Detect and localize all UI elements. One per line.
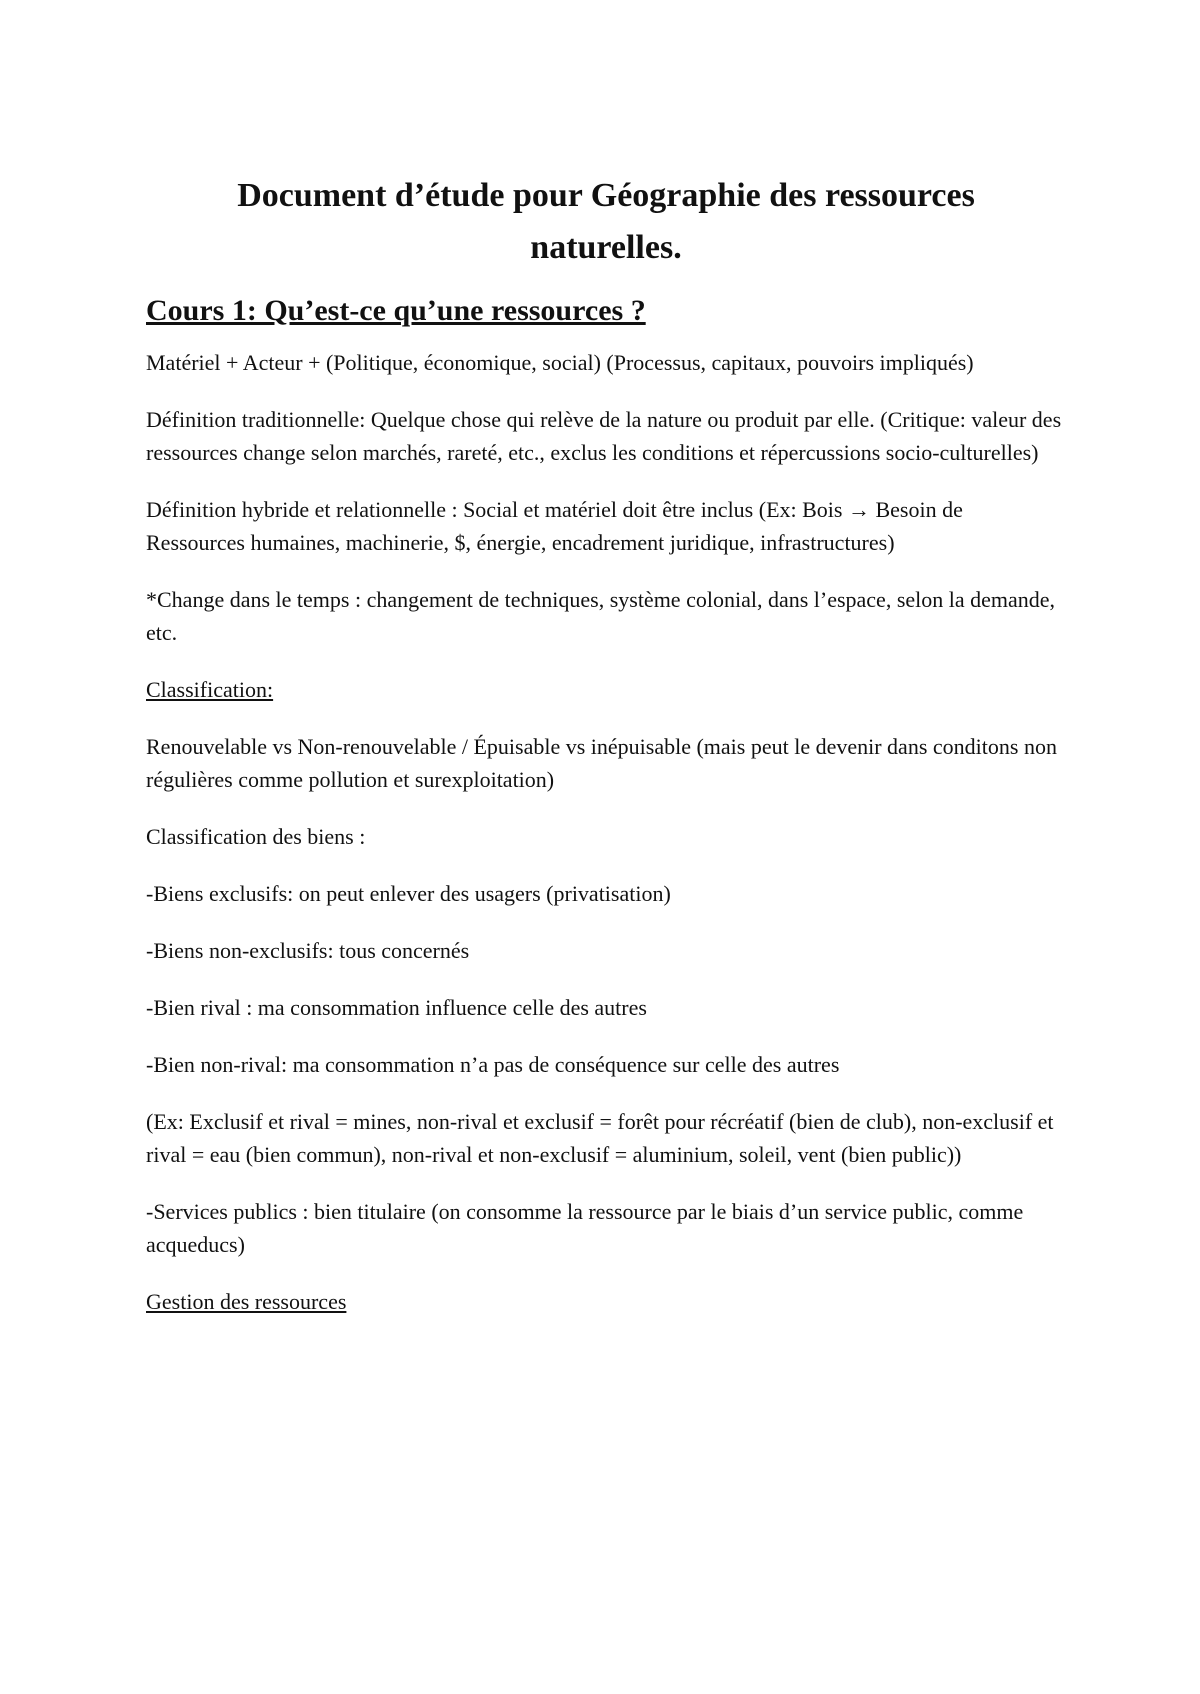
- paragraph-definition-hybride: Définition hybride et relationnelle : Social et matériel doit être inclus (Ex: Bois → Besoin de Ressources humaines, machinerie, $, énergie, encadrement juridique, infrastructures): [146, 497, 963, 555]
- section-heading-cours-1: Cours 1: Qu’est-ce qu’une ressources ?: [146, 294, 646, 327]
- paragraph-biens-exclusifs: -Biens exclusifs: on peut enlever des usagers (privatisation): [146, 881, 671, 906]
- paragraph-bien-rival: -Bien rival : ma consommation influence celle des autres: [146, 995, 647, 1020]
- paragraph-exemples: (Ex: Exclusif et rival = mines, non-rival et exclusif = forêt pour récréatif (bien de club), non-exclusif et rival = eau (bien commun), non-rival et non-exclusif = aluminium, soleil, vent (bien public)): [146, 1109, 1054, 1167]
- paragraph-change-dans-le-temps: *Change dans le temps : changement de techniques, système colonial, dans l’espace, selon la demande, etc.: [146, 587, 1056, 645]
- subheading-classification: Classification:: [146, 677, 274, 702]
- paragraph-bien-non-rival: -Bien non-rival: ma consommation n’a pas de conséquence sur celle des autres: [146, 1052, 840, 1077]
- paragraph-materiel-acteur: Matériel + Acteur + (Politique, économique, social) (Processus, capitaux, pouvoirs impliqués): [146, 350, 974, 375]
- paragraph-renouvelable: Renouvelable vs Non-renouvelable / Épuisable vs inépuisable (mais peut le devenir dans conditons non régulières comme pollution et surexploitation): [146, 734, 1057, 792]
- document-title: Document d’étude pour Géographie des ressources naturelles.: [237, 177, 975, 266]
- subheading-gestion-des-ressources: Gestion des ressources: [146, 1289, 347, 1314]
- paragraph-classification-des-biens: Classification des biens :: [146, 824, 366, 849]
- paragraph-services-publics: -Services publics : bien titulaire (on consomme la ressource par le biais d’un service public, comme acqueducs): [146, 1199, 1024, 1257]
- paragraph-biens-non-exclusifs: -Biens non-exclusifs: tous concernés: [146, 938, 470, 963]
- document-content: [146, 170, 1066, 1342]
- paragraph-definition-traditionnelle: Définition traditionnelle: Quelque chose qui relève de la nature ou produit par elle. (Critique: valeur des ressources change selon marchés, rareté, etc., exclus les conditions et répercussions socio-culturelles): [146, 407, 1062, 465]
